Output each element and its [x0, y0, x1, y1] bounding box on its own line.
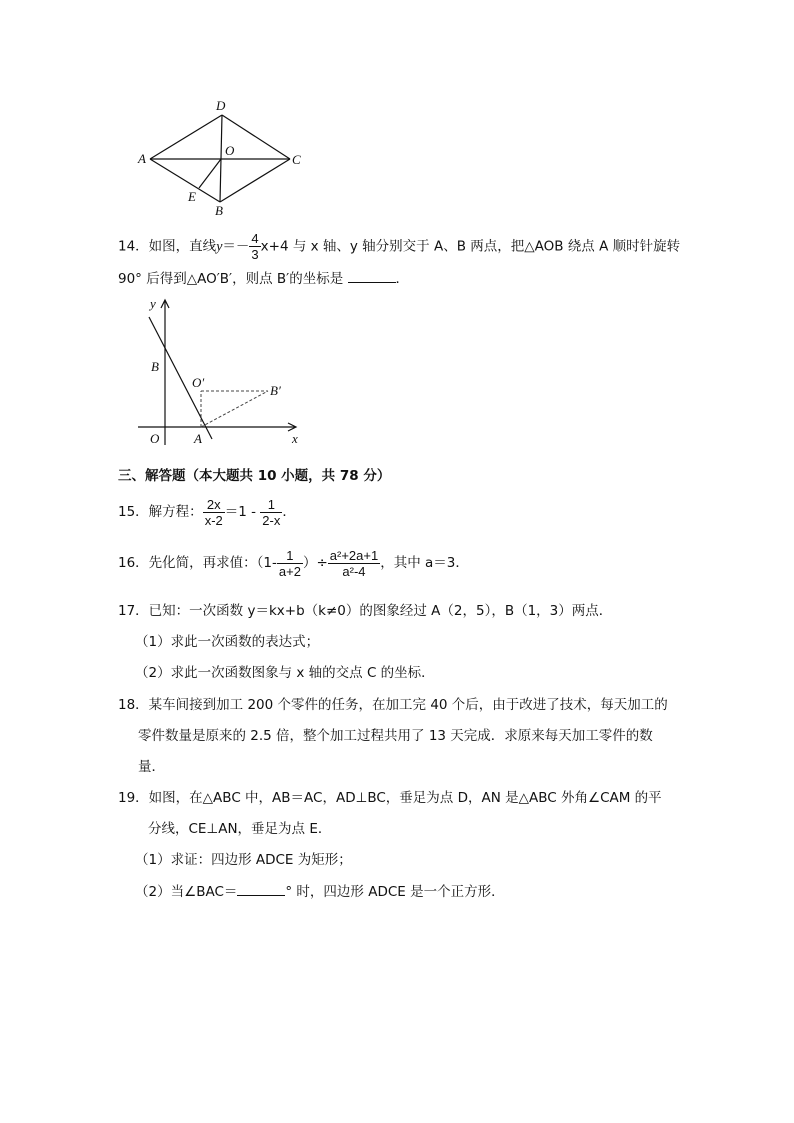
- q19-sub2: （2）当∠BAC＝ ° 时，四边形 ADCE 是一个正方形．: [135, 881, 505, 902]
- label-O: O: [150, 431, 160, 446]
- q17-sub2: （2）求此一次函数图象与 x 轴的交点 C 的坐标．: [135, 665, 435, 681]
- label-y: y: [150, 296, 156, 311]
- label-O-prime: O′: [192, 375, 205, 390]
- answer-blank: [348, 268, 396, 283]
- q14-line2: 90° 后得到△AO′B′，则点 B′的坐标是 ．: [118, 268, 409, 289]
- label-x: x: [292, 431, 298, 446]
- q18-line3: 量．: [138, 759, 165, 775]
- edge-CB: [220, 159, 290, 202]
- label-B-prime: B′: [270, 383, 281, 398]
- q14-fraction: $\frac{4}{3}$: [251, 231, 259, 262]
- label-O: O: [225, 143, 235, 158]
- label-A: A: [138, 151, 146, 166]
- q17-sub1: （1）求此一次函数的表达式；: [135, 634, 320, 650]
- label-B: B: [215, 203, 223, 218]
- section-heading: 三、解答题（本大题共 10 小题，共 78 分）: [118, 468, 391, 484]
- q16-line: 16．先化简，再求值：（1- $\frac{1}{a+2}$ ）÷ $\frac{\text{a²+2a+1}}{\text{a²-4}}$ ，其中 a＝3．: [118, 547, 469, 579]
- q14-line1: 14．如图，直线y＝－ $\frac{4}{3}$ x+4 与 x 轴、y 轴分别交于 A、B 两点，把△AOB 绕点 A 顺时针旋转: [118, 231, 681, 262]
- q15-fraction-1: $\frac{2x}{x-2}$: [204, 496, 223, 528]
- label-D: D: [216, 98, 226, 113]
- segment-OE: [199, 159, 221, 188]
- q19-sub1: （1）求证：四边形 ADCE 为矩形；: [135, 852, 352, 868]
- edge-BA: [150, 159, 220, 202]
- answer-blank: [237, 881, 285, 896]
- q18-line2: 零件数量是原来的 2.5 倍，整个加工过程共用了 13 天完成．求原来每天加工零件的数: [138, 728, 653, 744]
- q17-line1: 17．已知：一次函数 y＝kx+b（k≠0）的图象经过 A（2，5），B（1，3）两点．: [118, 603, 613, 619]
- q16-fraction-2: $\frac{\text{a²+2a+1}}{\text{a²-4}}$: [329, 547, 379, 579]
- dashed-A-B-prime: [201, 391, 268, 427]
- rhombus-figure: [130, 95, 310, 220]
- coordinate-figure: [130, 295, 310, 450]
- label-C: C: [292, 152, 301, 167]
- label-B: B: [151, 359, 159, 374]
- q19-line2: 分线，CE⊥AN，垂足为点 E．: [148, 821, 332, 837]
- q15-line: 15．解方程： $\frac{2x}{x-2}$ ＝1 - $\frac{1}{2-x}$ ．: [118, 496, 296, 528]
- q16-fraction-1: $\frac{1}{a+2}$: [278, 547, 301, 579]
- q15-fraction-2: $\frac{1}{2-x}$: [262, 496, 281, 528]
- q18-line1: 18．某车间接到加工 200 个零件的任务，在加工完 40 个后，由于改进了技术，每天加工的: [118, 697, 668, 713]
- label-A: A: [194, 431, 202, 446]
- q19-line1: 19．如图，在△ABC 中，AB＝AC，AD⊥BC，垂足为点 D，AN 是△ABC 外角∠CAM 的平: [118, 790, 662, 806]
- edge-AD: [150, 115, 222, 159]
- label-E: E: [188, 189, 196, 204]
